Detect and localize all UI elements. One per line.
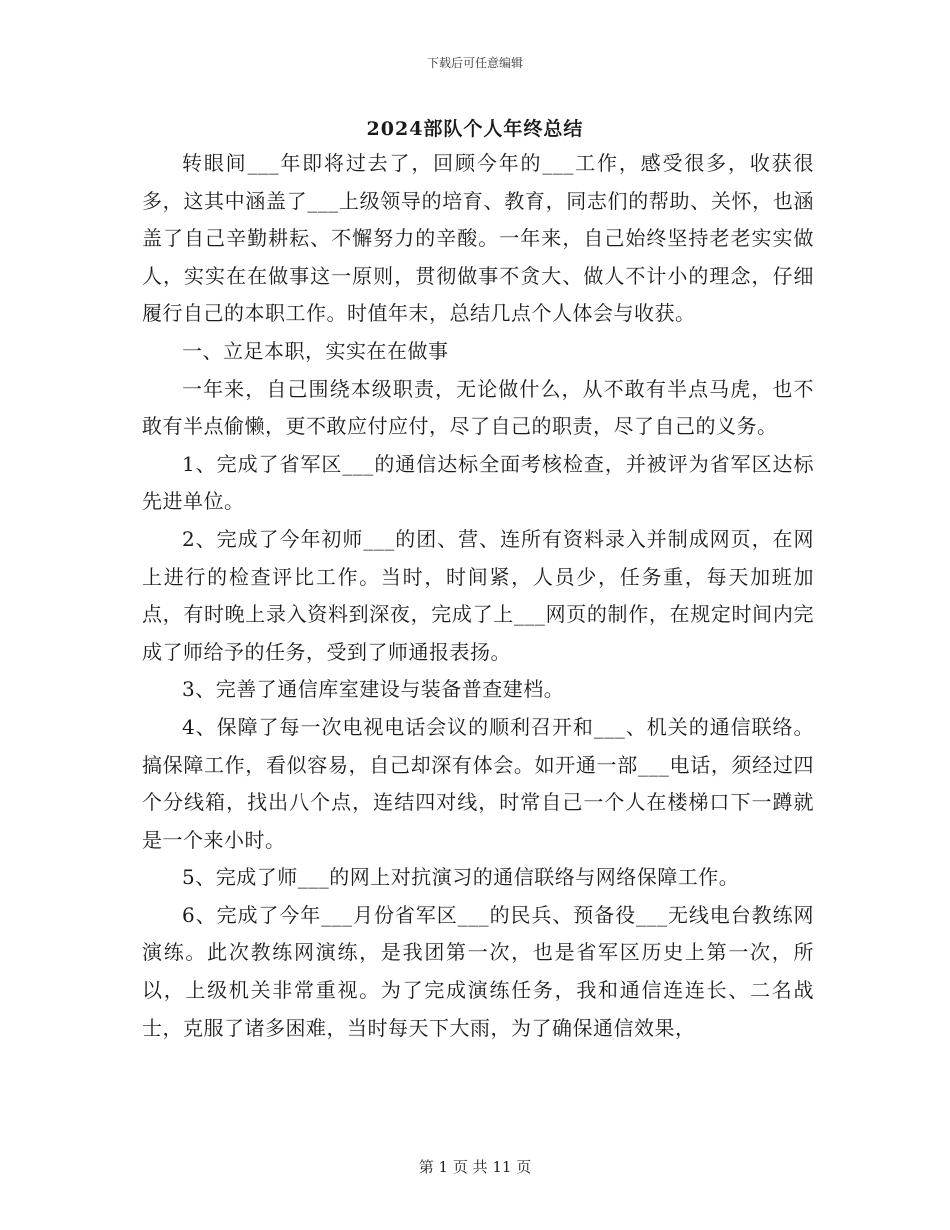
list-item: 4、保障了每一次电视电话会议的顺利召开和___、机关的通信联络。搞保障工作，看似容易，自己却深有体会。如开通一部___电话，须经过四个分线箱，找出八个点，连结四对线，时常自己一个人在楼梯口下一蹲就是一个来小时。 — [142, 714, 814, 852]
page-number-footer: 第 1 页 共 11 页 — [418, 1158, 532, 1176]
document-body — [142, 145, 814, 1047]
document-title: 2024部队个人年终总结 — [366, 118, 584, 140]
paragraph: 一年来，自己围绕本级职责，无论做什么，从不敢有半点马虎，也不敢有半点偷懒，更不敢应付应付，尽了自己的职责，尽了自己的义务。 — [142, 376, 814, 439]
paragraph: 转眼间___年即将过去了，回顾今年的___工作，感受很多，收获很多，这其中涵盖了___上级领导的培育、教育，同志们的帮助、关怀，也涵盖了自己辛勤耕耘、不懈努力的辛酸。一年来，自己始终坚持老老实实做人，实实在在做事这一原则，贯彻做事不贪大、做人不计小的理念，仔细履行自己的本职工作。时值年末，总结几点个人体会与收获。 — [142, 151, 814, 326]
list-item: 2、完成了今年初师___的团、营、连所有资料录入并制成网页，在网上进行的检查评比工作。当时，时间紧，人员少，任务重，每天加班加点，有时晚上录入资料到深夜，完成了上___网页的制作，在规定时间内完成了师给予的任务，受到了师通报表扬。 — [142, 526, 814, 664]
list-item: 6、完成了今年___月份省军区___的民兵、预备役___无线电台教练网演练。此次教练网演练，是我团第一次，也是省军区历史上第一次，所以，上级机关非常重视。为了完成演练任务，我和通信连连长、二名战士，克服了诸多困难，当时每天下大雨，为了确保通信效果， — [142, 902, 814, 1040]
list-item: 1、完成了省军区___的通信达标全面考核检查，并被评为省军区达标先进单位。 — [142, 451, 814, 514]
list-item: 5、完成了师___的网上对抗演习的通信联络与网络保障工作。 — [182, 865, 740, 890]
section-heading: 一、立足本职，实实在在做事 — [182, 338, 449, 363]
page-header-note: 下载后可任意编辑 — [426, 56, 523, 70]
list-item: 3、完善了通信库室建设与装备普查建档。 — [182, 677, 565, 702]
